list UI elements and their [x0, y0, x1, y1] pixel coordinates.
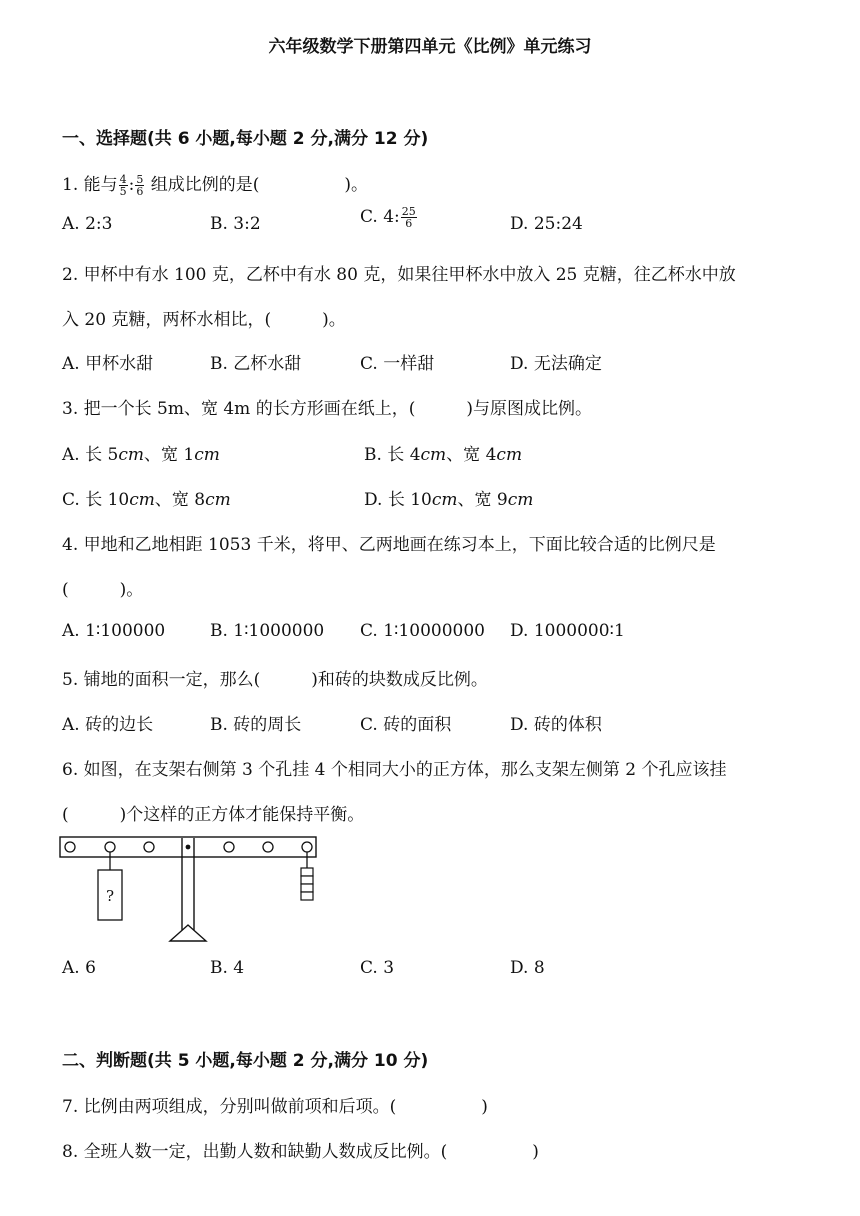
question-8: 8. 全班人数一定，出勤人数和缺勤人数成反比例。( ) [62, 1142, 539, 1162]
question-1-options [62, 205, 842, 238]
section-heading-true-false: 二、判断题(共 5 小题,每小题 2 分,满分 10 分) [62, 1051, 429, 1071]
question-1 [62, 170, 368, 197]
option-a[interactable]: A. 砖的边长 [62, 715, 154, 735]
option-c[interactable]: C. 砖的面积 [360, 715, 452, 735]
question-4-line-2: ( )。 [62, 580, 144, 600]
fraction-25-6 [401, 206, 417, 229]
question-6-line-1: 6. 如图，在支架右侧第 3 个孔挂 4 个相同大小的正方体，那么支架左侧第 2 个孔应该挂 [62, 760, 727, 780]
option-b[interactable]: B. 4 [210, 958, 245, 978]
question-3-options-row-1 [62, 440, 842, 464]
option-a[interactable]: A. 甲杯水甜 [62, 354, 154, 374]
unit-cm: cm [205, 490, 231, 510]
unit-cm: cm [507, 490, 534, 510]
option-b-text: B. 长 4 [364, 445, 421, 465]
fraction-5-6 [135, 174, 144, 197]
option-a-text: A. 长 5 [62, 445, 119, 465]
fraction-denominator: 6 [405, 217, 413, 230]
question-2-options [62, 349, 842, 373]
hole-icon [302, 842, 312, 852]
option-b[interactable]: B. 乙杯水甜 [210, 354, 302, 374]
option-a[interactable]: A. 6 [62, 958, 96, 978]
question-6-options [62, 958, 842, 982]
option-a[interactable]: A. 2:3 [62, 214, 113, 234]
fraction-denominator: 6 [136, 185, 144, 198]
option-b[interactable]: B. 3:2 [210, 214, 261, 234]
balance-diagram [58, 832, 320, 946]
hole-icon [224, 842, 234, 852]
option-a[interactable]: A. 1∶100000 [62, 621, 166, 641]
option-d[interactable] [364, 485, 533, 510]
cube-icon [301, 884, 313, 892]
fraction-numerator: 25 [401, 205, 416, 218]
unknown-weight-label: ? [105, 887, 115, 905]
hole-icon [144, 842, 154, 852]
option-c[interactable]: C. 3 [360, 958, 395, 978]
fraction-4-5 [119, 174, 128, 197]
option-b[interactable]: B. 1∶1000000 [210, 621, 325, 641]
question-3: 3. 把一个长 5m、宽 4m 的长方形画在纸上，( )与原图成比例。 [62, 399, 592, 419]
option-d[interactable]: D. 25:24 [510, 214, 583, 234]
cube-icon [301, 892, 313, 900]
option-d-text: 、宽 9 [457, 490, 508, 510]
question-1-suffix: 组成比例的是( )。 [145, 175, 369, 195]
option-b-text: 、宽 4 [446, 445, 497, 465]
question-5: 5. 铺地的面积一定，那么( )和砖的块数成反比例。 [62, 670, 488, 690]
page-title: 六年级数学下册第四单元《比例》单元练习 [268, 37, 592, 57]
option-c-text: C. 长 10 [62, 490, 130, 510]
question-4-options [62, 621, 842, 645]
question-2-line-1: 2. 甲杯中有水 100 克，乙杯中有水 80 克，如果往甲杯水中放入 25 克糖，往乙杯水中放 [62, 265, 736, 285]
question-2-line-2: 入 20 克糖，两杯水相比，( )。 [62, 310, 346, 330]
hole-icon [65, 842, 75, 852]
question-4-line-1: 4. 甲地和乙地相距 1053 千米，将甲、乙两地画在练习本上，下面比较合适的比例尺是 [62, 535, 716, 555]
unit-cm: cm [496, 445, 523, 465]
question-5-options [62, 710, 842, 734]
fraction-numerator: 5 [136, 173, 144, 186]
cube-icon [301, 876, 313, 884]
unit-cm: cm [129, 490, 155, 510]
option-a-text: 、宽 1 [143, 445, 195, 465]
option-c[interactable] [62, 485, 231, 510]
option-d-text: D. 长 10 [364, 490, 432, 510]
fraction-denominator: 5 [119, 185, 127, 198]
cube-stack-icon [301, 868, 313, 900]
question-3-options-row-2 [62, 485, 842, 509]
option-a[interactable] [62, 440, 220, 465]
ratio-colon: : [128, 175, 135, 195]
hole-icon [263, 842, 273, 852]
cube-icon [301, 868, 313, 876]
option-c[interactable]: C. 一样甜 [360, 354, 435, 374]
option-c[interactable] [360, 206, 418, 229]
fraction-numerator: 4 [119, 173, 127, 186]
section-heading-choice: 一、选择题(共 6 小题,每小题 2 分,满分 12 分) [62, 129, 429, 149]
option-d[interactable]: D. 无法确定 [510, 354, 602, 374]
unit-cm: cm [420, 445, 447, 465]
unit-cm: cm [194, 445, 220, 465]
option-c[interactable]: C. 1∶10000000 [360, 621, 485, 641]
option-d[interactable]: D. 1000000∶1 [510, 621, 625, 641]
option-b[interactable]: B. 砖的周长 [210, 715, 302, 735]
stand-base-icon [170, 925, 206, 941]
pivot-icon [186, 845, 191, 850]
option-c-text: C. 4: [360, 207, 400, 227]
question-7: 7. 比例由两项组成，分别叫做前项和后项。( ) [62, 1097, 488, 1117]
option-d[interactable]: D. 8 [510, 958, 545, 978]
question-6-line-2: ( )个这样的正方体才能保持平衡。 [62, 805, 365, 825]
option-b[interactable] [364, 440, 522, 465]
hole-icon [105, 842, 115, 852]
unit-cm: cm [118, 445, 144, 465]
option-d[interactable]: D. 砖的体积 [510, 715, 602, 735]
option-c-text: 、宽 8 [154, 490, 206, 510]
unit-cm: cm [431, 490, 458, 510]
question-1-prefix: 1. 能与 [62, 175, 118, 195]
